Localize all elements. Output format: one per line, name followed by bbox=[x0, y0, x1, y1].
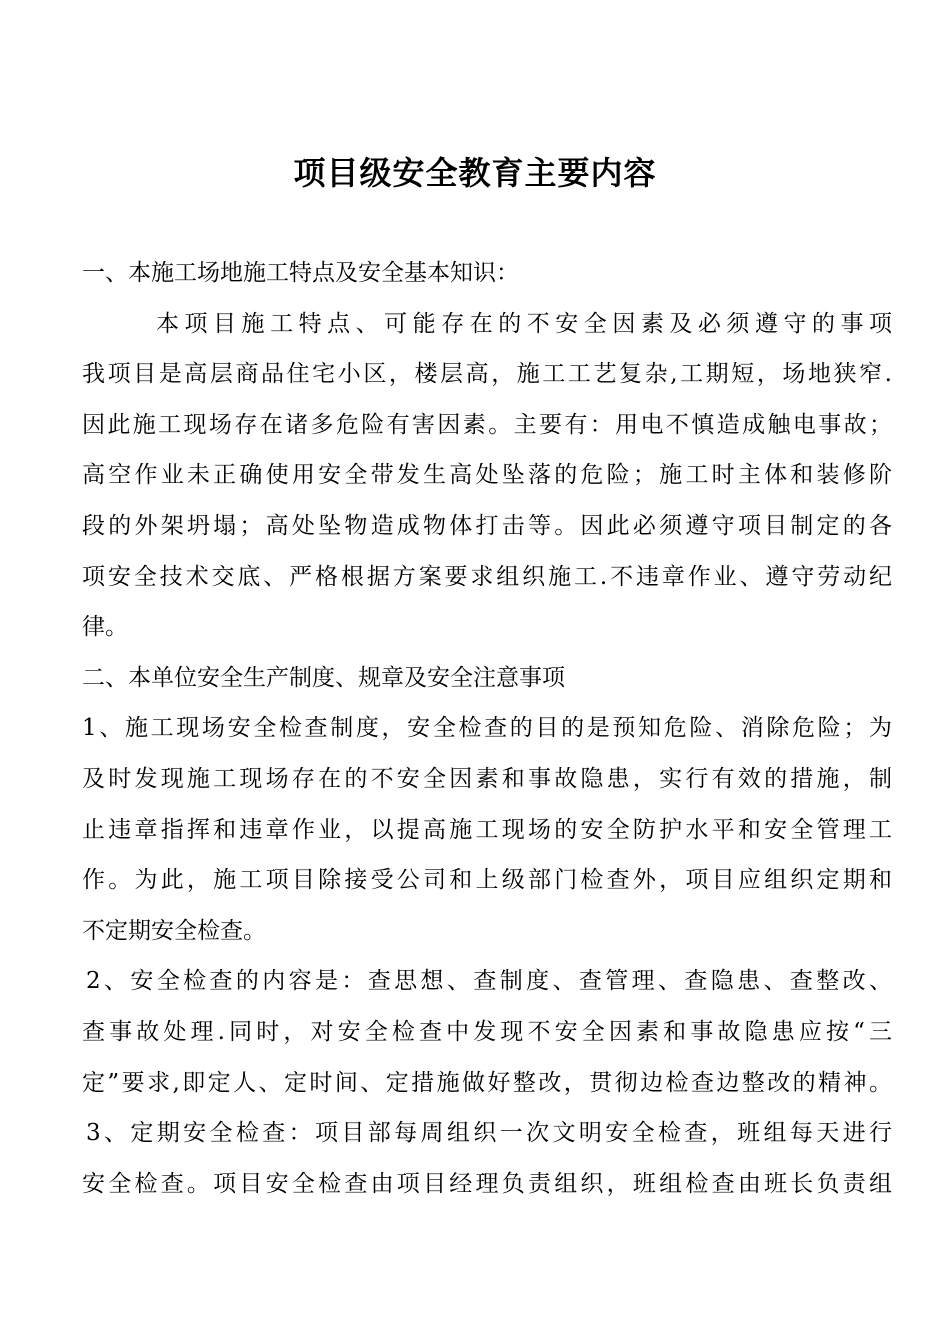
paragraph-line: 段的外架坍塌；高处坠物造成物体打击等。因此必须遵守项目制定的各 bbox=[82, 512, 892, 539]
document-body bbox=[82, 248, 892, 1209]
paragraph-line: 因此施工现场存在诸多危险有害因素。主要有：用电不慎造成触电事故； bbox=[82, 411, 892, 438]
section-heading-1: 一、本施工场地施工特点及安全基本知识： bbox=[82, 260, 519, 286]
paragraph-line: 2、安全检查的内容是：查思想、查制度、查管理、查隐患、查整改、 bbox=[86, 968, 892, 995]
paragraph-line: 高空作业未正确使用安全带发生高处坠落的危险；施工时主体和装修阶 bbox=[82, 462, 892, 489]
paragraph-line: 1、施工现场安全检查制度，安全检查的目的是预知危险、消除危险；为 bbox=[82, 715, 892, 742]
paragraph-line: 不定期安全检查。 bbox=[82, 917, 266, 944]
paragraph-line: 我项目是高层商品住宅小区，楼层高，施工工艺复杂,工期短，场地狭窄. bbox=[82, 361, 892, 388]
paragraph-line: 定”要求,即定人、定时间、定措施做好整改，贯彻边检查边整改的精神。 bbox=[82, 1069, 892, 1096]
paragraph-line: 项安全技术交底、严格根据方案要求组织施工.不违章作业、遵守劳动纪 bbox=[82, 563, 892, 590]
paragraph-line: 作。为此，施工项目除接受公司和上级部门检查外，项目应组织定期和 bbox=[82, 867, 892, 894]
paragraph-line: 及时发现施工现场存在的不安全因素和事故隐患，实行有效的措施，制 bbox=[82, 765, 892, 792]
paragraph-line: 查事故处理.同时，对安全检查中发现不安全因素和事故隐患应按“三 bbox=[82, 1018, 892, 1045]
paragraph-line: 安全检查。项目安全检查由项目经理负责组织，班组检查由班长负责组 bbox=[82, 1170, 892, 1197]
document-title: 项目级安全教育主要内容 bbox=[293, 154, 657, 192]
paragraph-line: 律。 bbox=[82, 614, 128, 641]
paragraph-line: 3、定期安全检查：项目部每周组织一次文明安全检查，班组每天进行 bbox=[86, 1120, 892, 1147]
paragraph-line: 本项目施工特点、可能存在的不安全因素及必须遵守的事项 bbox=[156, 310, 892, 337]
section-heading-2: 二、本单位安全生产制度、规章及安全注意事项 bbox=[82, 664, 565, 691]
paragraph-line: 止违章指挥和违章作业，以提高施工现场的安全防护水平和安全管理工 bbox=[82, 816, 892, 843]
